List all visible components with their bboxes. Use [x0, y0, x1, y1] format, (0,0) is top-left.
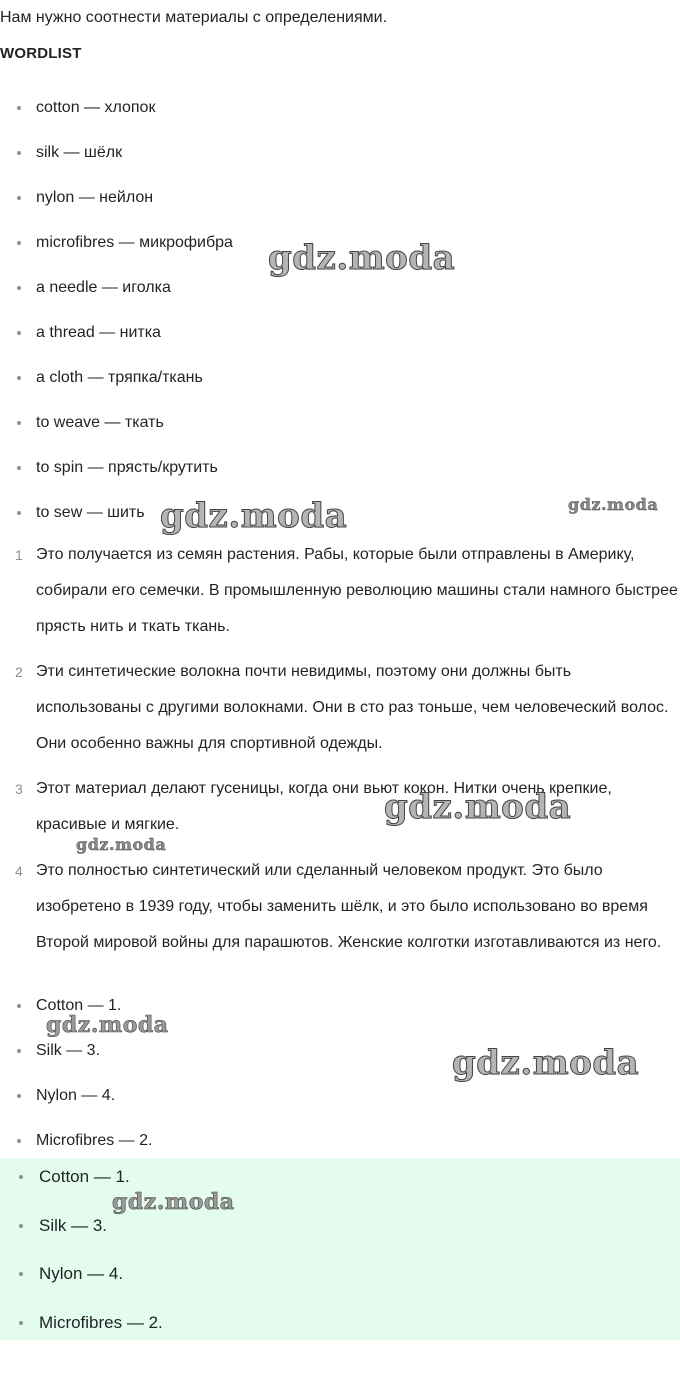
- final-answer-item: Microfibres — 2.: [0, 1312, 680, 1361]
- definition-text: Этот материал делают гусеницы, когда они вьют кокон. Нитки очень крепкие, красивые и мягкие.: [36, 780, 612, 833]
- answer-item: Silk — 3.: [0, 1040, 680, 1085]
- watermark: gdz.moda: [268, 238, 456, 278]
- answer-item: Cotton — 1.: [0, 995, 680, 1040]
- watermark: gdz.moda: [46, 1012, 169, 1038]
- wordlist-item: a cloth — тряпка/ткань: [0, 367, 680, 412]
- answer-item: Microfibres — 2.: [0, 1130, 680, 1175]
- definition-number: 4: [15, 863, 23, 879]
- definition-item: [0, 537, 680, 654]
- final-answer-box: [0, 1158, 680, 1340]
- wordlist-item: to sew — шить: [0, 502, 680, 547]
- wordlist-item: to spin — прясть/крутить: [0, 457, 680, 502]
- wordlist-item: to weave — ткать: [0, 412, 680, 457]
- definition-text: Это получается из семян растения. Рабы, которые были отправлены в Америку, собирали его семечки. В промышленную революцию машины стали намного быстрее прясть нить и ткать ткань.: [36, 546, 678, 635]
- answer-item: Nylon — 4.: [0, 1085, 680, 1130]
- wordlist: [0, 97, 680, 547]
- definition-item: [0, 853, 680, 961]
- watermark: gdz.moda: [76, 835, 167, 854]
- final-answer-item: Cotton — 1.: [0, 1166, 680, 1215]
- definition-number: 3: [15, 781, 23, 797]
- watermark: gdz.moda: [112, 1189, 235, 1215]
- definition-text: Это полностью синтетический или сделанный человеком продукт. Это было изобретено в 1939 году, чтобы заменить шёлк, и это было использовано во время Второй мировой войны для парашютов. Женские колготки изготавливаются из него.: [36, 862, 662, 951]
- definition-item: [0, 654, 680, 771]
- wordlist-item: nylon — нейлон: [0, 187, 680, 232]
- answers-list: [0, 995, 680, 1175]
- wordlist-heading: WORDLIST: [0, 45, 82, 62]
- wordlist-item: microfibres — микрофибра: [0, 232, 680, 277]
- definition-text: Эти синтетические волокна почти невидимы, поэтому они должны быть использованы с другими волокнами. Они в сто раз тоньше, чем человеческий волос. Они особенно важны для спортивной одежды.: [36, 663, 669, 752]
- definition-number: 2: [15, 664, 23, 680]
- watermark: gdz.moda: [160, 496, 348, 536]
- wordlist-item: a thread — нитка: [0, 322, 680, 367]
- wordlist-item: cotton — хлопок: [0, 97, 680, 142]
- watermark: gdz.moda: [452, 1043, 640, 1083]
- definitions-list: [0, 537, 680, 961]
- watermark: gdz.moda: [568, 495, 659, 514]
- definition-item: [0, 771, 680, 853]
- watermark: gdz.moda: [384, 787, 572, 827]
- final-answer-item: Nylon — 4.: [0, 1263, 680, 1312]
- wordlist-item: silk — шёлк: [0, 142, 680, 187]
- definition-number: 1: [15, 547, 23, 563]
- wordlist-item: a needle — иголка: [0, 277, 680, 322]
- intro-text: Нам нужно соотнести материалы с определениями.: [0, 9, 388, 26]
- final-answer-item: Silk — 3.: [0, 1215, 680, 1264]
- final-answers-list: [0, 1166, 680, 1360]
